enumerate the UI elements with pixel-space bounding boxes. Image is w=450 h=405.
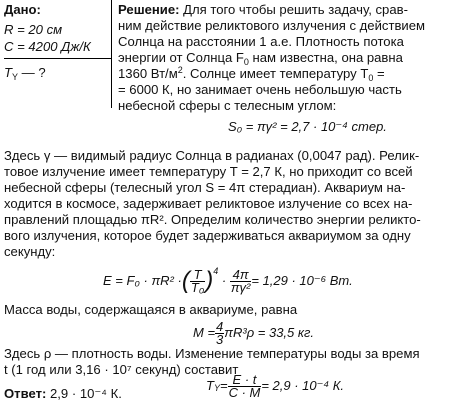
paragraph-2-line-4: ходится в космосе, задерживает реликтовое излучение со всех на- [4,196,413,211]
paragraph-2-line-7: секунду: [4,244,56,259]
solution-line-2: ним действие реликтового излучения с действием [118,18,425,33]
given-title: Дано: [4,2,41,17]
equation-temperature: T Y = $\frac{E \cdot t}{C \cdot M}$ = 2,9 · 10⁻⁴ К. [206,371,345,400]
paragraph-3: Масса воды, содержащаяся в аквариуме, равна [4,302,298,317]
equation-solid-angle: S₀ = πγ² = 2,7 · 10⁻⁴ стер. [228,119,387,134]
solution-line-7: небесной сферы с телесным углом: [118,98,337,113]
given-heat-capacity: C = 4200 Дж/К [4,39,91,54]
given-find: $T_Y$ — ? [4,65,46,82]
equation-mass: M = $\frac{4}{3}$ πR³ρ = 33,5 кг. [193,318,315,347]
paragraph-2-line-6: вого излучения, которое будет задерживаться аквариумом за одну [4,228,411,243]
paragraph-2-line-2: товое излучение имеет температуру T = 2,7 К, но приходит со всей [4,164,413,179]
paragraph-4-line-1: Здесь ρ — плотность воды. Изменение температуры воды за время [4,346,420,361]
solution-line-6: = 6000 К, но занимает очень небольшую часть [118,82,402,97]
solution-line-4: энергии от Солнца $F_0$ нам известна, она равна [118,50,403,67]
given-divider [4,58,111,59]
given-vertical-divider [111,0,112,108]
solution-line-5: 1360 $Вт/м^2$. Солнце имеет температуру $T_0$ = [118,65,385,83]
equation-energy: E = F₀ · πR² · ( $\frac{T}{\text{T₀}}$ ) 4 · $\frac{4\pi}{\text{πγ²}}$ = 1,29 · 10⁻⁶ Вт. [103,266,353,295]
paragraph-4-line-2: t (1 год или 3,16 · 10⁷ секунд) составит [4,362,239,377]
solution-line-1: Решение: Для того чтобы решить задачу, срав- [118,2,408,17]
answer-label: Ответ: [4,386,47,401]
answer-value: 2,9 · 10⁻⁴ К. [46,386,122,401]
given-radius: R = 20 см [4,22,63,37]
paragraph-2-line-3: небесной сферы (телесный угол S = 4π стерадиан). Аквариум на- [4,180,406,195]
paragraph-2-line-5: правлений площадью πR². Определим количество энергии реликто- [4,212,421,227]
paragraph-2-line-1: Здесь γ — видимый радиус Солнца в радианах (0,0047 рад). Релик- [4,148,420,163]
solution-line-3: Солнца на расстоянии 1 а.е. Плотность потока [118,34,404,49]
solution-heading: Решение: [118,2,180,17]
answer [4,386,122,402]
